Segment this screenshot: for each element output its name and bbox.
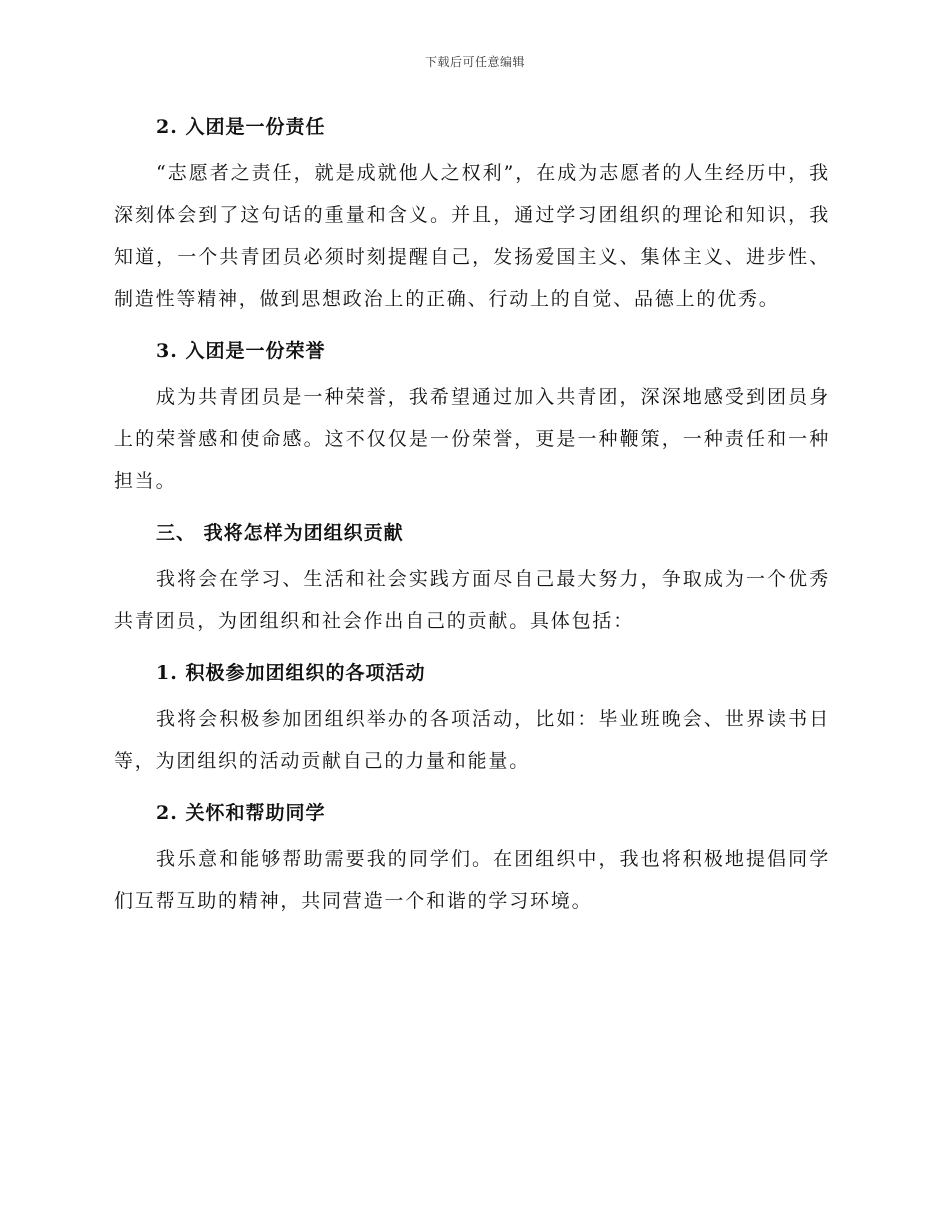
document-body xyxy=(114,108,830,934)
section-heading-helping: 2. 关怀和帮助同学 xyxy=(156,802,326,824)
section-heading-contribution: 三、 我将怎样为团组织贡献 xyxy=(156,522,404,544)
section-paragraph-activities: 我将会积极参加团组织举办的各项活动，比如：毕业班晚会、世界读书日等，为团组织的活动贡献自己的力量和能量。 xyxy=(114,708,830,772)
section-heading-honor: 3. 入团是一份荣誉 xyxy=(156,340,326,362)
section-heading-activities: 1. 积极参加团组织的各项活动 xyxy=(156,662,426,684)
section-heading-responsibility: 2. 入团是一份责任 xyxy=(156,116,326,138)
section-paragraph-responsibility: “志愿者之责任，就是成就他人之权利”，在成为志愿者的人生经历中，我深刻体会到了这句话的重量和含义。并且，通过学习团组织的理论和知识，我知道，一个共青团员必须时刻提醒自己，发扬爱国主义、集体主义、进步性、制造性等精神，做到思想政治上的正确、行动上的自觉、品德上的优秀。 xyxy=(114,162,830,310)
section-paragraph-honor: 成为共青团员是一种荣誉，我希望通过加入共青团，深深地感受到团员身上的荣誉感和使命感。这不仅仅是一份荣誉，更是一种鞭策，一种责任和一种担当。 xyxy=(114,386,830,492)
page-header: 下载后可任意编辑 xyxy=(424,55,525,69)
section-paragraph-helping: 我乐意和能够帮助需要我的同学们。在团组织中，我也将积极地提倡同学们互帮互助的精神，共同营造一个和谐的学习环境。 xyxy=(114,848,830,912)
section-paragraph-contribution: 我将会在学习、生活和社会实践方面尽自己最大努力，争取成为一个优秀共青团员，为团组织和社会作出自己的贡献。具体包括： xyxy=(114,568,830,632)
